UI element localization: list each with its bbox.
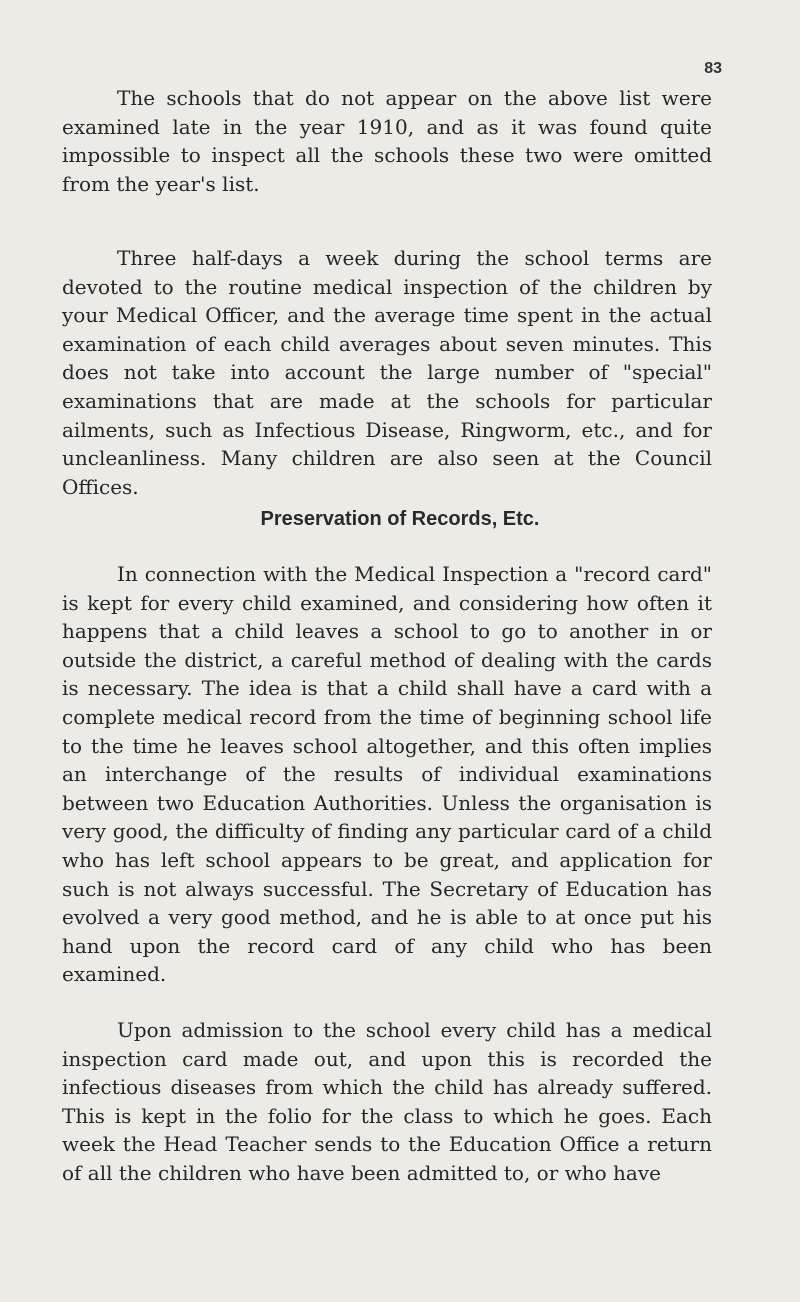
paragraph-admission: Upon admission to the school every child has a medical inspection card made out, and upon this is recorded the infectious diseases from which the child has already suffered. This is kept in the folio for the class to which he goes. Each week the Head Teacher sends to the Education Office a return of all the children who have been admitted to, or who have	[62, 1018, 712, 1185]
paragraph-record-card: In connection with the Medical Inspection a "record card" is kept for every child examined, and considering how often it happens that a child leaves a school to go to another in or outside the district, a careful method of dealing with the cards is necessary. The idea is that a child shall have a card with a complete medical record from the time of beginning school life to the time he leaves school altogether, and this often implies an interchange of the results of individual examinations between two Education Authorities. Unless the organisation is very good, the difficulty of finding any particular card of a child who has left school appears to be great, and application for such is not always successful. The Secretary of Education has evolved a very good method, and he is able to at once put his hand upon the record card of any child who has been examined.	[62, 562, 712, 987]
paragraph-routine-inspection: Three half-days a week during the school terms are devoted to the routine medical inspection of the children by your Medical Officer, and the average time spent in the actual examination of each child averages about seven minutes. This does not take into account the large number of "special" examinations that are made at the schools for particular ailments, such as Infectious Disease, Ringworm, etc., and for uncleanliness. Many children are also seen at the Council Offices.	[62, 246, 712, 499]
section-heading: Preservation of Records, Etc.	[260, 508, 540, 530]
page-number: 83	[704, 60, 722, 77]
paragraph-schools-omitted: The schools that do not appear on the above list were examined late in the year 1910, and as it was found quite impossible to inspect all the schools these two were omitted from the year's list.	[62, 86, 712, 196]
